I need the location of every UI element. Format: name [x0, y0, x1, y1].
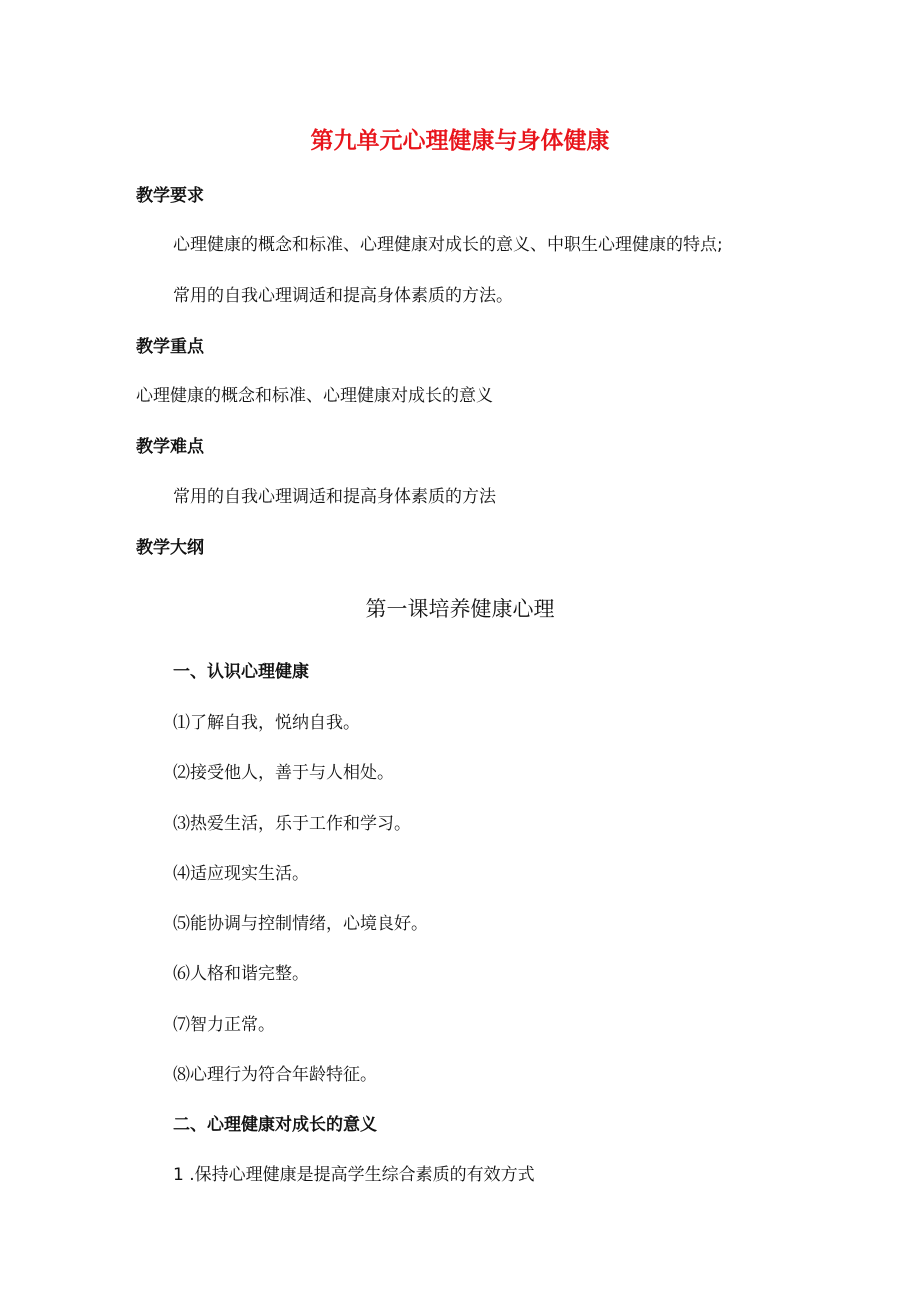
requirements-heading: 教学要求	[136, 186, 204, 206]
list-item: ⑻心理行为符合年龄特征。	[173, 1065, 377, 1085]
list-item: ⑵接受他人，善于与人相处。	[173, 763, 394, 783]
section-1-heading: 一、认识心理健康	[173, 662, 309, 682]
list-item: ⑷适应现实生活。	[173, 864, 309, 884]
outline-heading: 教学大纲	[136, 538, 204, 558]
list-item: ⑸能协调与控制情绪，心境良好。	[173, 914, 428, 934]
list-item: ⑹人格和谐完整。	[173, 964, 309, 984]
key-points-text: 心理健康的概念和标准、心理健康对成长的意义	[136, 386, 493, 406]
difficulties-text: 常用的自我心理调适和提高身体素质的方法	[173, 487, 496, 507]
requirements-line-1: 心理健康的概念和标准、心理健康对成长的意义、中职生心理健康的特点;	[173, 235, 723, 255]
document-title: 第九单元心理健康与身体健康	[310, 128, 610, 154]
lesson-title: 第一课培养健康心理	[365, 597, 555, 621]
list-item: ⑺智力正常。	[173, 1015, 275, 1035]
list-item: ⑴了解自我，悦纳自我。	[173, 713, 360, 733]
list-item: ⑶热爱生活，乐于工作和学习。	[173, 814, 411, 834]
section-2-heading: 二、心理健康对成长的意义	[173, 1115, 377, 1135]
requirements-line-2: 常用的自我心理调适和提高身体素质的方法。	[173, 286, 513, 306]
section-2-item-1: 1 .保持心理健康是提高学生综合素质的有效方式	[173, 1165, 535, 1185]
key-points-heading: 教学重点	[136, 337, 204, 357]
difficulties-heading: 教学难点	[136, 437, 204, 457]
